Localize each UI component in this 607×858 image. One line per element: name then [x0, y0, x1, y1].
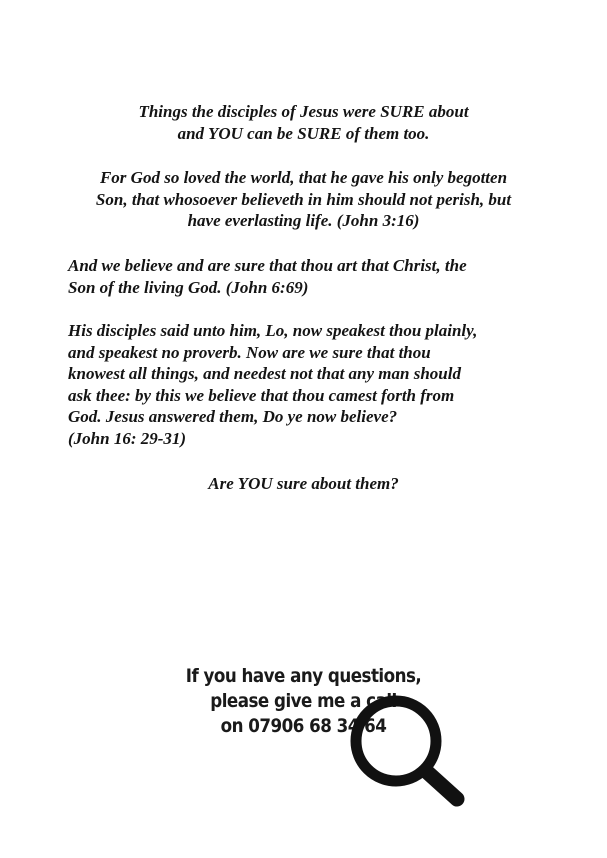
verse-line: His disciples said unto him, Lo, now speakest thou plainly,	[68, 321, 478, 340]
intro-heading	[0, 101, 607, 144]
verse-line: have everlasting life. (John 3:16)	[187, 211, 420, 230]
magnifying-glass-icon[interactable]	[330, 685, 480, 815]
verse-line: and speakest no proverb. Now are we sure that thou	[68, 342, 431, 362]
contact-line: If you have any questions,	[185, 665, 422, 687]
verse-line: ask thee: by this we believe that thou camest forth from	[68, 385, 455, 405]
intro-line: and YOU can be SURE of them too.	[177, 123, 430, 143]
closing-question: Are YOU sure about them?	[208, 474, 399, 493]
verse-line: And we believe and are sure that thou art that Christ, the	[68, 256, 467, 275]
verse-line: God. Jesus answered them, Do ye now believe?	[68, 407, 398, 426]
verse-line: For God so loved the world, that he gave his only begotten	[99, 168, 508, 187]
verse-john-6-69	[68, 255, 467, 298]
verse-john-16-29-31	[68, 320, 477, 449]
contact-info	[36, 664, 570, 739]
verse-line: (John 16: 29-31)	[68, 428, 187, 448]
contact-phone: on 07906 68 34 64	[220, 715, 387, 737]
verse-john-3-16	[0, 167, 607, 232]
verse-line: Son of the living God. (John 6:69)	[68, 277, 309, 297]
contact-line: please give me a call	[210, 690, 397, 712]
verse-line: Son, that whosoever believeth in him should not perish, but	[95, 189, 512, 209]
intro-line: Things the disciples of Jesus were SURE about	[138, 102, 469, 121]
verse-line: knowest all things, and needest not that any man should	[68, 364, 461, 383]
